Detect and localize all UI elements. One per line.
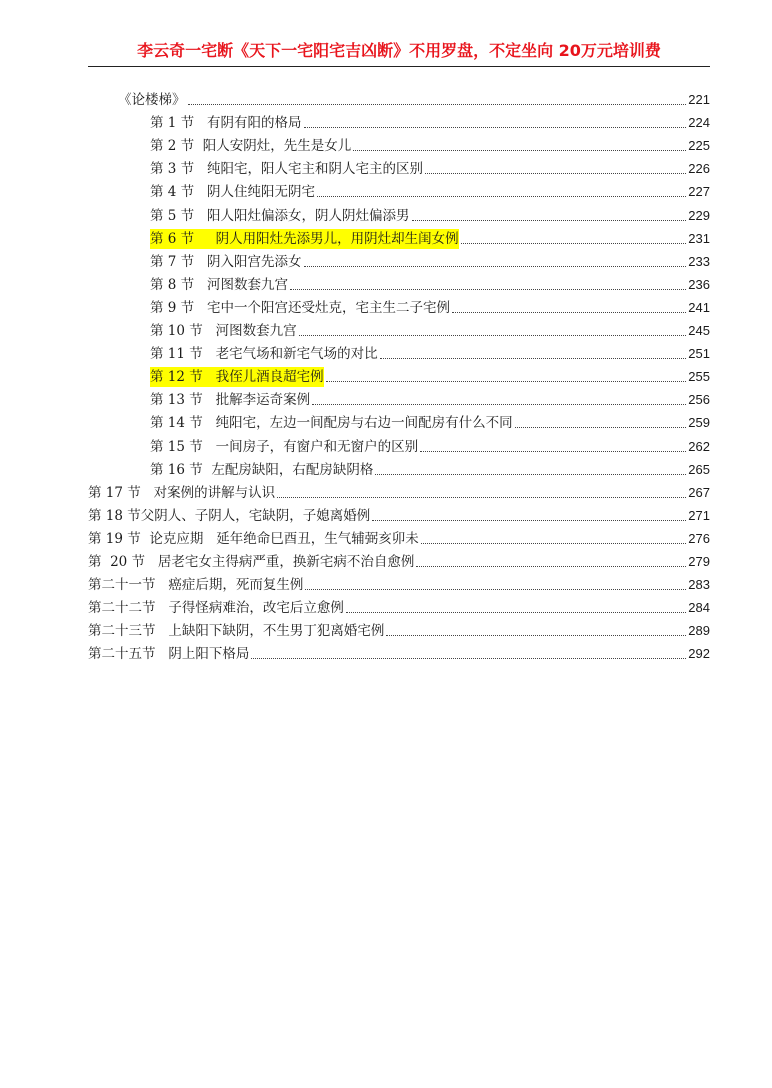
toc-entry-title: 第 10 节 河图数套九宫 [150, 323, 297, 339]
toc-entry-title: 第 15 节 一间房子，有窗户和无窗户的区别 [150, 438, 419, 455]
toc-dot-leader [326, 381, 687, 382]
toc-entry[interactable] [88, 642, 710, 664]
toc-entry-page-number: 262 [688, 438, 710, 454]
toc-dot-leader [317, 196, 686, 197]
toc-entry[interactable] [150, 134, 710, 156]
toc-entry[interactable] [88, 504, 710, 526]
toc-entry-title: 第 11 节 老宅气场和新宅气场的对比 [150, 346, 378, 363]
toc-entry[interactable] [150, 157, 710, 179]
toc-entry-page-number: 225 [688, 138, 710, 154]
toc-entry-title: 第 2 节 阳人安阴灶，先生是女儿 [150, 138, 352, 155]
toc-entry-page-number: 224 [688, 115, 710, 131]
toc-entry-page-number: 276 [688, 530, 710, 546]
toc-dot-leader [416, 566, 686, 567]
toc-entry[interactable] [150, 273, 710, 295]
toc-entry-title: 第 16 节 左配房缺阳，右配房缺阴格 [150, 461, 374, 478]
toc-entry[interactable] [150, 458, 710, 480]
toc-entry-title: 第 13 节 批解李运奇案例 [150, 392, 311, 409]
toc-dot-leader [299, 335, 687, 336]
toc-dot-leader [375, 474, 686, 475]
toc-entry[interactable] [118, 88, 710, 110]
toc-entry[interactable] [150, 319, 710, 341]
document-header: 李云奇一宅断《天下一宅阳宅吉凶断》不用罗盘，不定坐向 20万元培训费 [137, 41, 661, 60]
toc-entry[interactable] [150, 388, 710, 410]
toc-dot-leader [188, 104, 687, 105]
toc-entry-page-number: 255 [688, 369, 710, 385]
toc-dot-leader [421, 543, 687, 544]
toc-entry-title: 第 1 节 有阴有阳的格局 [150, 115, 302, 132]
toc-entry-title: 第 6 节 阴人用阳灶先添男儿，用阴灶却生闺女例 [150, 230, 459, 247]
toc-entry-page-number: 271 [688, 507, 710, 523]
toc-entry-page-number: 267 [688, 484, 710, 500]
toc-entry[interactable] [150, 411, 710, 433]
toc-dot-leader [353, 150, 686, 151]
toc-entry-page-number: 233 [688, 253, 710, 269]
toc-entry[interactable] [150, 250, 710, 272]
toc-entry-page-number: 283 [688, 577, 710, 593]
toc-entry-title: 第二十三节 上缺阳下缺阴，不生男丁犯离婚宅例 [88, 623, 385, 640]
toc-entry[interactable] [150, 296, 710, 318]
toc-entry-title: 第二十一节 癌症后期，死而复生例 [88, 577, 304, 594]
toc-dot-leader [304, 127, 687, 128]
toc-entry-page-number: 221 [688, 92, 710, 107]
toc-dot-leader [251, 658, 686, 659]
toc-entry-page-number: 289 [688, 623, 710, 639]
toc-dot-leader [420, 451, 686, 452]
toc-dot-leader [425, 173, 686, 174]
toc-entry[interactable] [88, 527, 710, 549]
toc-entry-page-number: 279 [688, 554, 710, 569]
toc-entry-page-number: 259 [688, 415, 710, 431]
toc-dot-leader [277, 497, 686, 498]
toc-entry[interactable] [88, 573, 710, 595]
toc-entry-title: 第 3 节 纯阳宅，阳人宅主和阴人宅主的区别 [150, 161, 424, 178]
toc-entry-title: 第二十五节 阴上阳下格局 [88, 646, 250, 663]
toc-entry[interactable] [150, 342, 710, 364]
toc-entry[interactable] [150, 365, 710, 387]
toc-dot-leader [386, 635, 686, 636]
toc-dot-leader [515, 427, 687, 428]
toc-dot-leader [380, 358, 687, 359]
toc-dot-leader [412, 220, 687, 221]
toc-entry[interactable] [150, 227, 710, 249]
toc-entry-page-number: 245 [688, 323, 710, 338]
toc-entry-page-number: 292 [688, 646, 710, 662]
toc-entry-page-number: 229 [688, 207, 710, 223]
header-rule [88, 66, 710, 67]
toc-dot-leader [305, 589, 686, 590]
toc-entry-title: 第 20 节 居老宅女主得病严重，换新宅病不治自愈例 [88, 554, 415, 570]
toc-dot-leader [452, 312, 686, 313]
toc-dot-leader [346, 612, 686, 613]
toc-entry-page-number: 265 [688, 461, 710, 477]
toc-entry-title: 第二十二节 子得怪病难治，改宅后立愈例 [88, 600, 344, 617]
toc-entry-page-number: 236 [688, 276, 710, 292]
toc-entry-title: 第 17 节 对案例的讲解与认识 [88, 484, 276, 501]
toc-entry[interactable] [150, 180, 710, 202]
toc-entry-page-number: 241 [688, 299, 710, 315]
toc-entry[interactable] [150, 435, 710, 457]
toc-entry[interactable] [88, 596, 710, 618]
toc-entry-title: 第 5 节 阳人阳灶偏添女，阴人阴灶偏添男 [150, 207, 410, 224]
toc-entry[interactable] [150, 111, 710, 133]
toc-entry[interactable] [88, 619, 710, 641]
toc-entry[interactable] [88, 481, 710, 503]
toc-entry-title: 第 12 节 我侄儿酒良超宅例 [150, 369, 324, 386]
toc-entry-title: 第 7 节 阴入阳宫先添女 [150, 253, 302, 270]
toc-dot-leader [312, 404, 686, 405]
toc-entry-page-number: 256 [688, 392, 710, 408]
toc-entry-title: 第 8 节 河图数套九宫 [150, 276, 289, 293]
toc-dot-leader [290, 289, 686, 290]
toc-entry-page-number: 251 [688, 346, 710, 362]
toc-entry[interactable] [88, 550, 710, 572]
toc-entry-title: 第 14 节 纯阳宅，左边一间配房与右边一间配房有什么不同 [150, 415, 513, 432]
toc-entry-title: 第 9 节 宅中一个阳宫还受灶克，宅主生二子宅例 [150, 299, 451, 316]
toc-entry-title: 第 4 节 阴人住纯阳无阴宅 [150, 184, 316, 201]
toc-entry-title: 第 18 节父阴人、子阴人，宅缺阴，子媳离婚例 [88, 507, 371, 524]
toc-entry-title: 第 19 节 论克应期 延年绝命巳酉丑，生气辅弼亥卯未 [88, 530, 419, 547]
toc-dot-leader [461, 243, 687, 244]
toc-entry-page-number: 227 [688, 184, 710, 200]
toc-entry-title: 《论楼梯》 [118, 92, 186, 108]
toc-entry-page-number: 226 [688, 161, 710, 177]
toc-entry[interactable] [150, 204, 710, 226]
toc-entry-page-number: 284 [688, 600, 710, 616]
toc-dot-leader [372, 520, 686, 521]
toc-dot-leader [304, 266, 687, 267]
toc-entry-page-number: 231 [688, 230, 710, 246]
